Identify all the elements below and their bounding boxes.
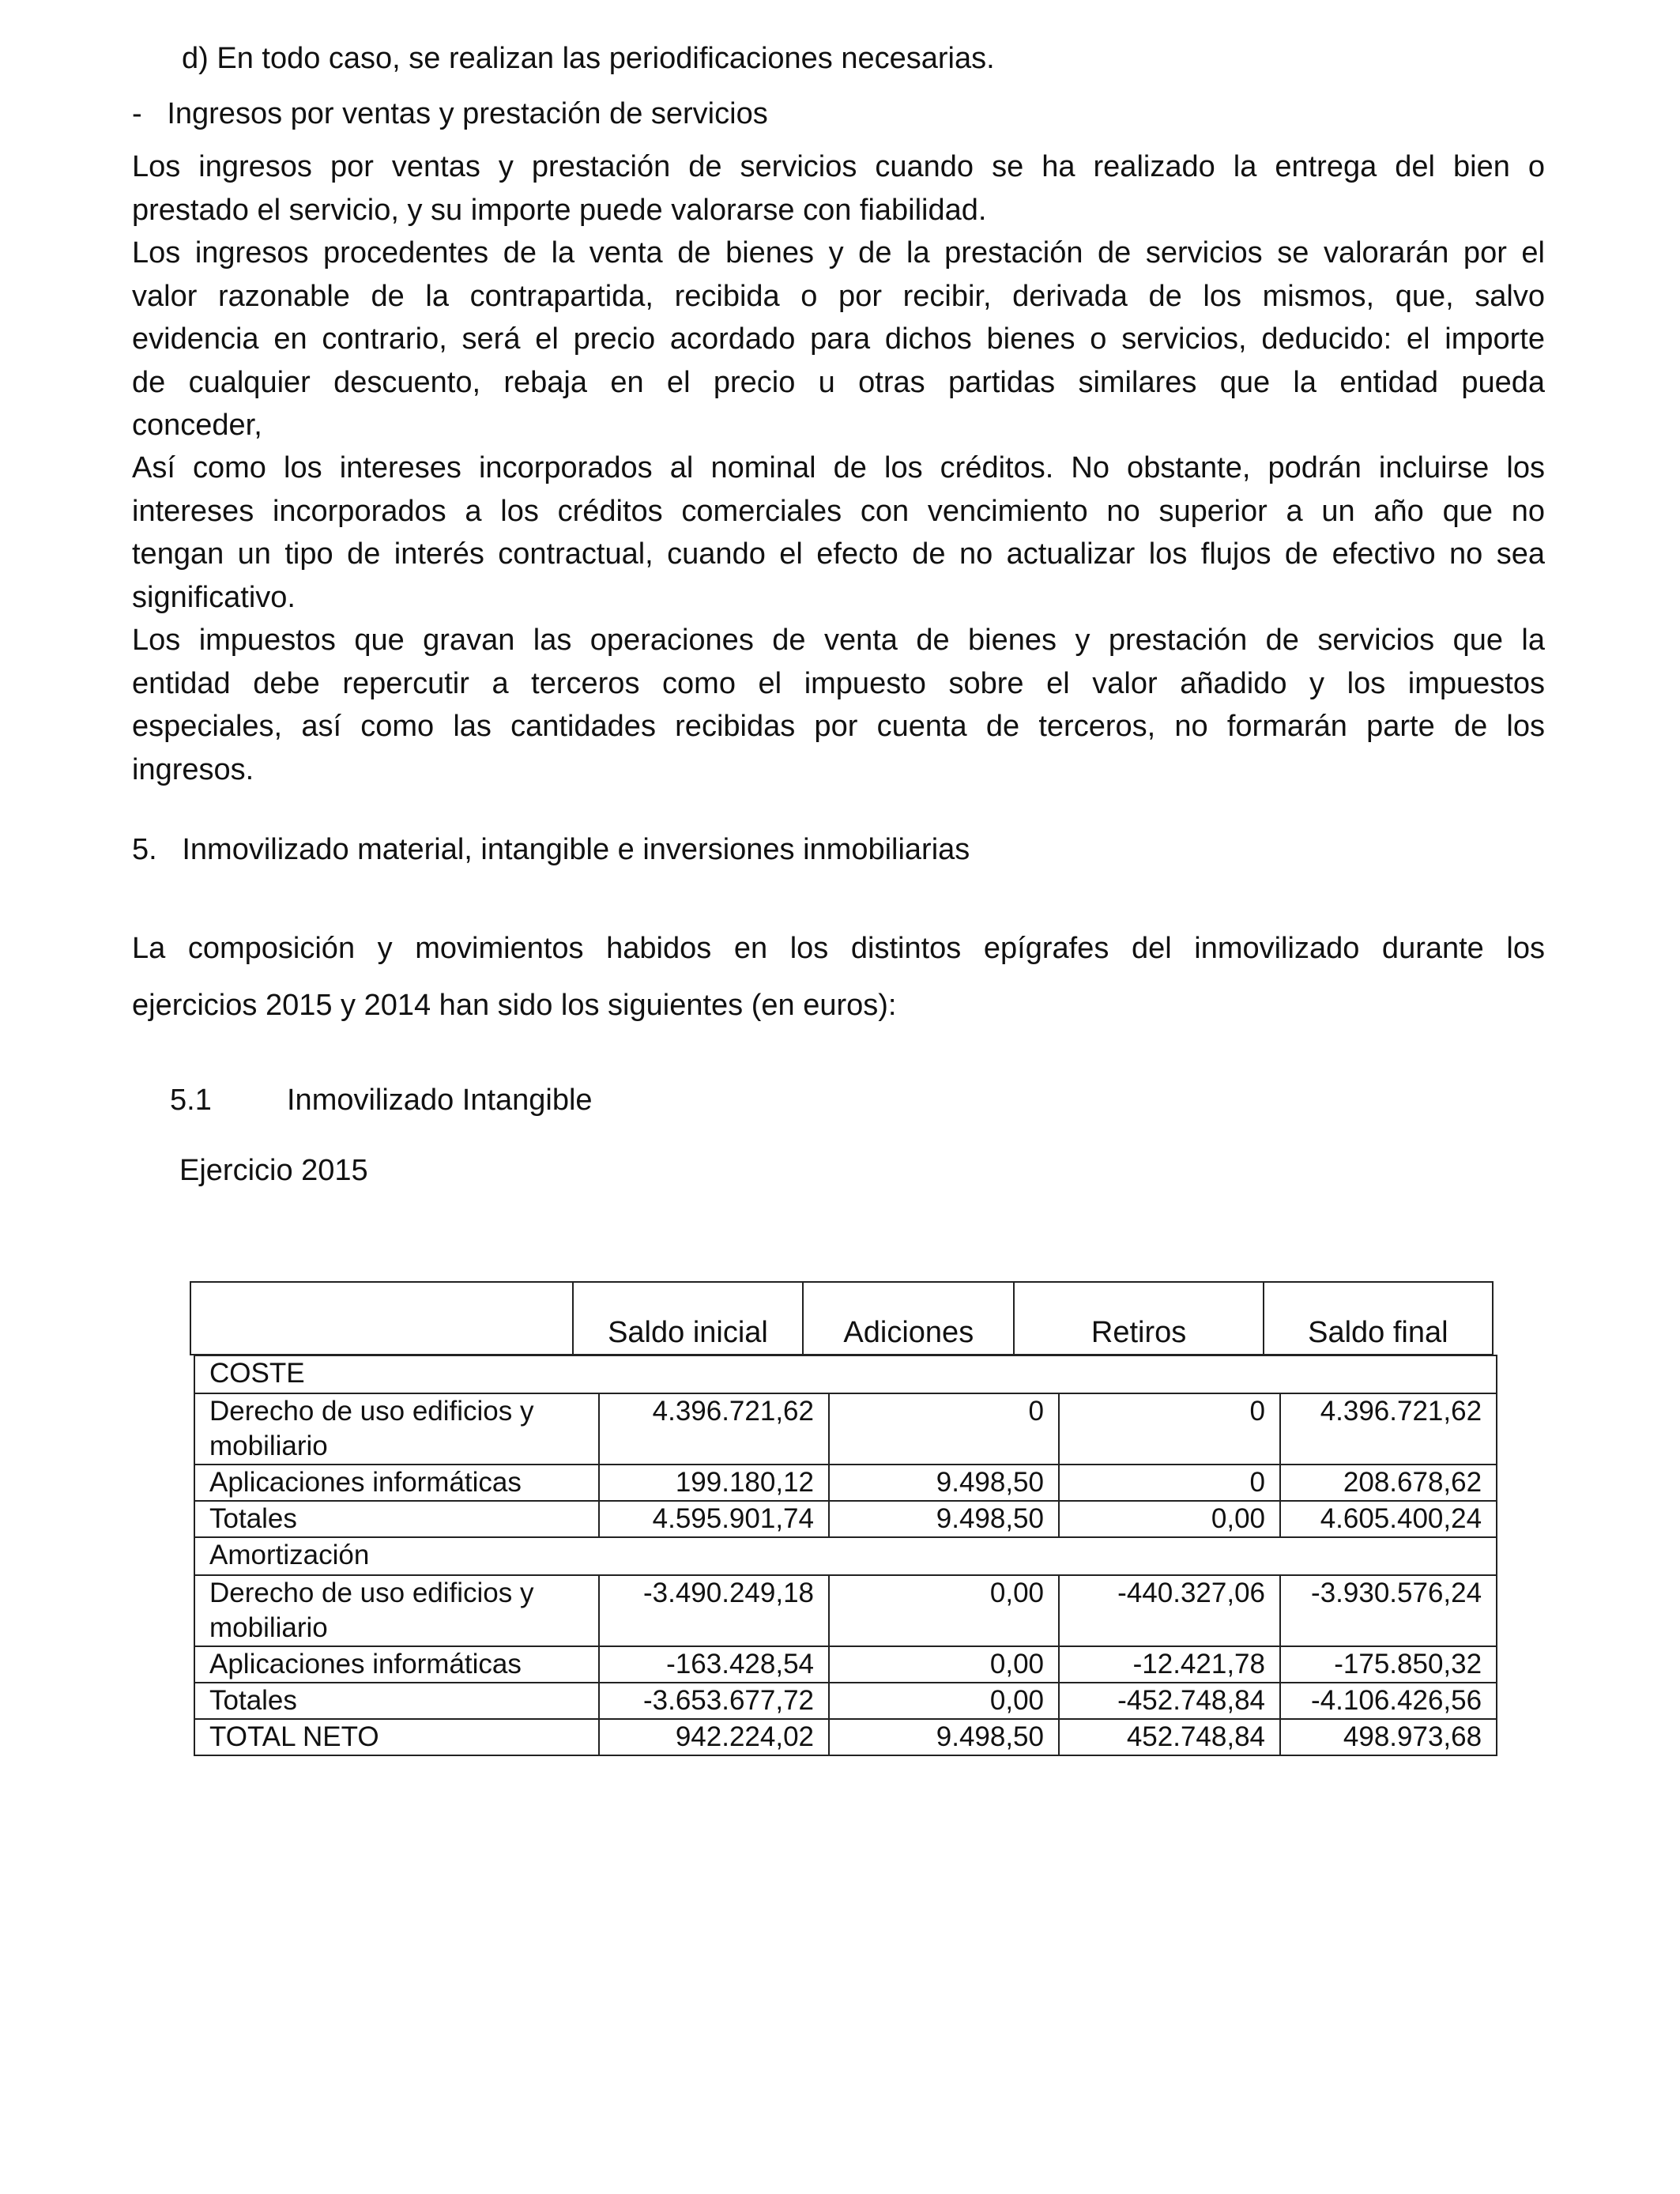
row-label: Derecho de uso edificios y mobiliario (194, 1393, 599, 1465)
exercise-label: Ejercicio 2015 (179, 1154, 368, 1187)
text-line: especiales, así como las cantidades recibidas por cuenta de terceros, no formarán parte de los (132, 710, 1545, 743)
cell-adiciones: 0,00 (829, 1575, 1059, 1646)
text-line: ejercicios 2015 y 2014 han sido los siguientes (en euros): (132, 989, 897, 1022)
subheading-ingresos: - Ingresos por ventas y prestación de servicios (132, 97, 768, 130)
row-label: TOTAL NETO (194, 1719, 599, 1755)
cell-saldo-final: 498.973,68 (1280, 1719, 1497, 1755)
cell-saldo-final: 208.678,62 (1280, 1465, 1497, 1501)
row-label: Aplicaciones informáticas (194, 1465, 599, 1501)
cell-saldo-inicial: 942.224,02 (599, 1719, 829, 1755)
cell-retiros: -12.421,78 (1059, 1646, 1280, 1683)
cell-saldo-inicial: 4.396.721,62 (599, 1393, 829, 1465)
table-row (194, 1393, 1497, 1465)
text-line: de cualquier descuento, rebaja en el precio u otras partidas similares que la entidad pueda (132, 365, 1545, 399)
cell-adiciones: 9.498,50 (829, 1719, 1059, 1755)
text-line: conceder, (132, 409, 262, 442)
text-line: Así como los intereses incorporados al nominal de los créditos. No obstante, podrán incluirse los (132, 451, 1545, 484)
subsection-title: Inmovilizado Intangible (287, 1084, 593, 1117)
cell-retiros: -440.327,06 (1059, 1575, 1280, 1646)
header-cell-blank (191, 1283, 574, 1354)
cell-retiros: 0,00 (1059, 1501, 1280, 1537)
text-line: Los ingresos procedentes de la venta de bienes y de la prestación de servicios se valorarán por el (132, 236, 1545, 270)
cell-saldo-final: -4.106.426,56 (1280, 1683, 1497, 1719)
table-row (194, 1646, 1497, 1683)
paragraph-ingresos-valoracion (132, 232, 1545, 447)
list-item-d: d) En todo caso, se realizan las periodificaciones necesarias. (182, 42, 995, 75)
text-line: significativo. (132, 580, 296, 614)
table-header (190, 1281, 1494, 1355)
paragraph-ingresos-reconocimiento (132, 145, 1545, 232)
text-line: Los impuestos que gravan las operaciones de venta de bienes y prestación de servicios que la (132, 624, 1545, 657)
text-line: evidencia en contrario, será el precio acordado para dichos bienes o servicios, deducido: el importe (132, 322, 1545, 356)
cell-saldo-inicial: 199.180,12 (599, 1465, 829, 1501)
text-line: La composición y movimientos habidos en los distintos epígrafes del inmovilizado durante los (132, 932, 1545, 965)
row-label: Aplicaciones informáticas (194, 1646, 599, 1683)
cell-saldo-inicial: -163.428,54 (599, 1646, 829, 1683)
header-cell-saldo-final: Saldo final (1308, 1316, 1448, 1349)
table-row-total-neto (194, 1719, 1497, 1755)
row-label: Totales (194, 1501, 599, 1537)
cell-adiciones: 0,00 (829, 1646, 1059, 1683)
cell-adiciones: 0 (829, 1393, 1059, 1465)
table-row-amortizacion-heading (194, 1537, 1497, 1575)
cell-adiciones: 9.498,50 (829, 1501, 1059, 1537)
section-heading-5: 5. Inmovilizado material, intangible e inversiones inmobiliarias (132, 833, 970, 866)
paragraph-impuestos (132, 619, 1545, 791)
cell-retiros: 0 (1059, 1393, 1280, 1465)
cell-saldo-final: -175.850,32 (1280, 1646, 1497, 1683)
table-row (194, 1465, 1497, 1501)
header-cell-saldo-inicial: Saldo inicial (574, 1283, 804, 1354)
text-line: valor razonable de la contrapartida, recibida o por recibir, derivada de los mismos, que, salvo (132, 279, 1545, 313)
row-label: Totales (194, 1683, 599, 1719)
paragraph-composicion (132, 920, 1545, 1034)
table-row-coste-heading (194, 1355, 1497, 1393)
section-label-amortizacion: Amortización (194, 1537, 1497, 1575)
row-label: Derecho de uso edificios y mobiliario (194, 1575, 599, 1646)
text-line: ingresos. (132, 752, 254, 786)
table-row (194, 1683, 1497, 1719)
cell-retiros: 452.748,84 (1059, 1719, 1280, 1755)
text-line: entidad debe repercutir a terceros como el impuesto sobre el valor añadido y los impuestos (132, 666, 1545, 700)
cell-saldo-inicial: -3.653.677,72 (599, 1683, 829, 1719)
paragraph-intereses (132, 447, 1545, 619)
cell-retiros: -452.748,84 (1059, 1683, 1280, 1719)
text-line: tengan un tipo de interés contractual, cuando el efecto de no actualizar los flujos de efectivo no sea (132, 537, 1545, 571)
inmovilizado-intangible-table (194, 1355, 1497, 1756)
subsection-number: 5.1 (170, 1084, 212, 1117)
cell-saldo-final: 4.396.721,62 (1280, 1393, 1497, 1465)
cell-saldo-inicial: 4.595.901,74 (599, 1501, 829, 1537)
table-row (194, 1501, 1497, 1537)
text-line: prestado el servicio, y su importe puede valorarse con fiabilidad. (132, 193, 987, 227)
text-line: Los ingresos por ventas y prestación de servicios cuando se ha realizado la entrega del bien o (132, 150, 1545, 183)
header-cell-adiciones: Adiciones (804, 1283, 1015, 1354)
cell-retiros: 0 (1059, 1465, 1280, 1501)
table-row (194, 1575, 1497, 1646)
section-label-coste: COSTE (194, 1355, 1497, 1393)
cell-saldo-final: -3.930.576,24 (1280, 1575, 1497, 1646)
cell-adiciones: 9.498,50 (829, 1465, 1059, 1501)
text-line: intereses incorporados a los créditos comerciales con vencimiento no superior a un año que no (132, 494, 1545, 528)
cell-adiciones: 0,00 (829, 1683, 1059, 1719)
cell-saldo-final: 4.605.400,24 (1280, 1501, 1497, 1537)
cell-saldo-inicial: -3.490.249,18 (599, 1575, 829, 1646)
header-cell-retiros: Retiros (1015, 1283, 1264, 1354)
